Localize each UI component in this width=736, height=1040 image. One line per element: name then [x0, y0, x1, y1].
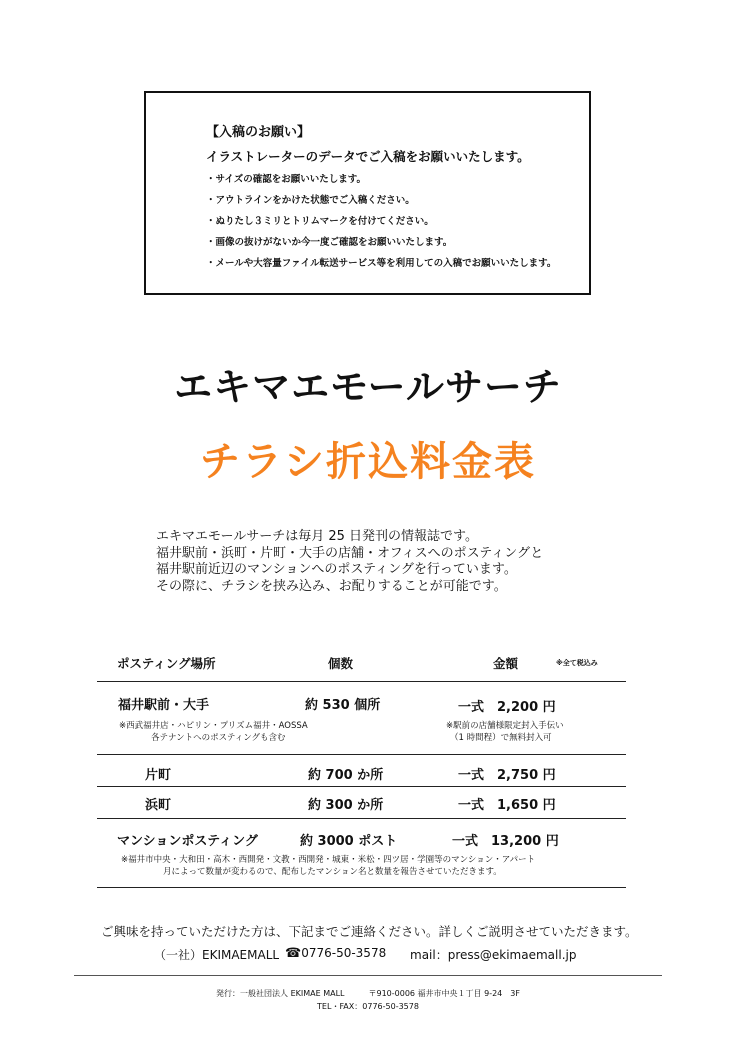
intro-text: [156, 529, 543, 595]
phone-icon: ☎: [285, 946, 302, 961]
contact-phone: [285, 946, 386, 961]
contact-org: （一社）EKIMAEMALL: [154, 948, 280, 962]
footer-publisher: 発行：一般社団法人 EKIMAE MALL: [216, 989, 345, 998]
intro-line: エキマエモールサーチは毎月 25 日発刊の情報誌です。: [156, 529, 478, 544]
intro-line: その際に、チラシを挟み込み、お配りすることが可能です。: [156, 578, 507, 594]
footer-address: 〒910-0006 福井市中央１丁目 9-24 3F: [368, 989, 520, 998]
row-price: 一式 2,750 円: [458, 768, 556, 783]
intro-line: 福井駅前近辺のマンションへのポスティングを行っています。: [156, 562, 517, 577]
footer-publisher-line: [0, 988, 736, 999]
row-note-left: ※西武福井店・ハピリン・プリズム福井・AOSSA: [119, 721, 308, 731]
phone-number: 0776-50-3578: [301, 946, 387, 960]
intro-line: 福井駅前・浜町・片町・大手の店舗・オフィスへのポスティングと: [156, 545, 544, 561]
rate-table-title: チラシ折込料金表: [200, 439, 536, 485]
row-location: マンションポスティング: [117, 834, 258, 849]
table-divider: [97, 887, 626, 888]
row-price: 一式 13,200 円: [452, 834, 559, 849]
row-note-right: （1 時間程）で無料封入可: [450, 733, 552, 743]
rate-table: [97, 646, 626, 891]
notice-item: ・メールや大容量ファイル転送サービス等を利用しての入稿でお願いいたします。: [206, 258, 557, 269]
header-location: ポスティング場所: [117, 656, 216, 671]
row-count: 約 530 個所: [305, 698, 381, 713]
header-price: 金額: [493, 656, 519, 671]
notice-list: [206, 169, 556, 274]
notice-item: ・ぬりたし３ミリとトリムマークを付けてください。: [206, 216, 434, 227]
header-count: 個数: [328, 656, 354, 671]
main-title: エキマエモールサーチ: [174, 365, 562, 409]
row-location: 片町: [145, 768, 172, 783]
row-note-right: ※駅前の店舗様限定封入手伝い: [446, 721, 564, 731]
row-count: 約 300 か所: [308, 798, 384, 813]
row-note-left: 月によって数量が変わるので、配布したマンション名と数量を報告させていただきます。: [163, 867, 502, 877]
submission-notice-box: [144, 91, 591, 295]
notice-item: ・アウトラインをかけた状態でご入稿ください。: [206, 195, 415, 206]
row-price: 一式 2,200 円: [458, 700, 556, 715]
notice-item: ・サイズの確認をお願いいたします。: [206, 174, 366, 185]
table-divider: [97, 786, 626, 787]
notice-item: ・画像の抜けがないか今一度ご確認をお願いいたします。: [206, 237, 453, 248]
contact-message: ご興味を持っていただけた方は、下記までご連絡ください。詳しくご説明させていただきます。: [101, 924, 638, 939]
contact-mail: mail：press@ekimaemall.jp: [410, 948, 577, 962]
row-note-left: 各テナントへのポスティングも含む: [151, 733, 286, 743]
table-divider: [97, 681, 626, 682]
tax-note: ※全て税込み: [556, 659, 598, 667]
row-note-left: ※福井市中央・大和田・高木・西開発・文教・西開発・城東・米松・四ツ居・学園等のマンション・アパート: [121, 855, 536, 865]
footer-divider: [74, 975, 662, 976]
row-price: 一式 1,650 円: [458, 798, 556, 813]
table-divider: [97, 754, 626, 755]
notice-subtitle: イラストレーターのデータでご入稿をお願いいたします。: [206, 149, 530, 164]
row-count: 約 700 か所: [308, 768, 384, 783]
row-location: 浜町: [145, 798, 172, 813]
notice-title: 【入稿のお願い】: [206, 125, 311, 140]
table-divider: [97, 818, 626, 819]
row-location: 福井駅前・大手: [118, 698, 210, 713]
footer-telfax: TEL・FAX：0776-50-3578: [317, 1002, 419, 1011]
row-count: 約 3000 ポスト: [300, 834, 398, 849]
